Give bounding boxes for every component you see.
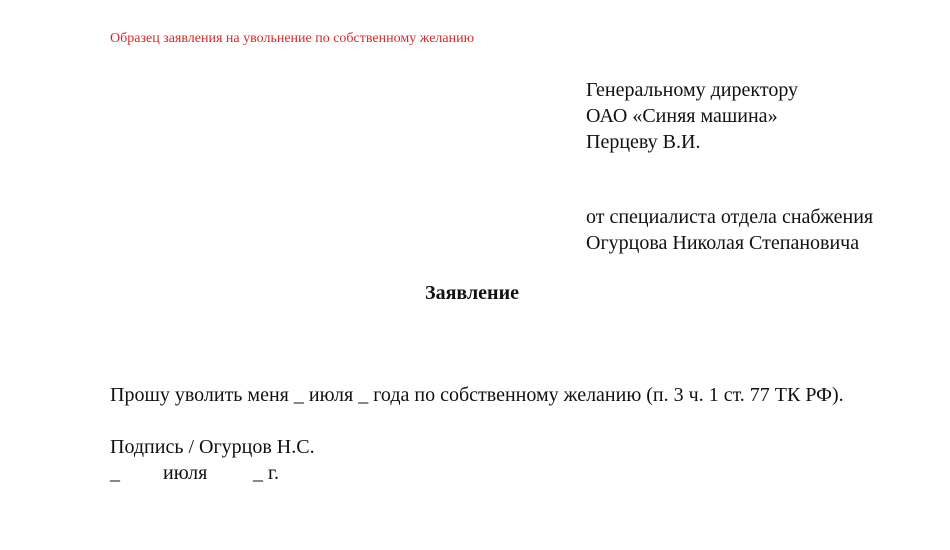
recipient-name: Перцеву В.И. [586,131,701,153]
sender-name: Огурцова Николая Степановича [586,232,860,254]
document-title: Заявление [425,282,519,304]
application-body-text: Прошу уволить меня _ июля _ года по собственному желанию (п. 3 ч. 1 ст. 77 ТК РФ). [110,384,844,406]
sender-position: от специалиста отдела снабжения [586,206,874,228]
signature-line: Подпись / Огурцов Н.С. [110,436,315,458]
recipient-position: Генеральному директору [586,79,799,101]
sender-block [586,204,873,256]
date-day: _ [110,462,120,484]
sample-title: Образец заявления на увольнение по собственному желанию [110,31,475,46]
recipient-company: ОАО «Синяя машина» [586,105,778,127]
recipient-block [586,77,798,155]
date-year: _ г. [253,462,279,484]
date-month: июля [163,462,208,484]
